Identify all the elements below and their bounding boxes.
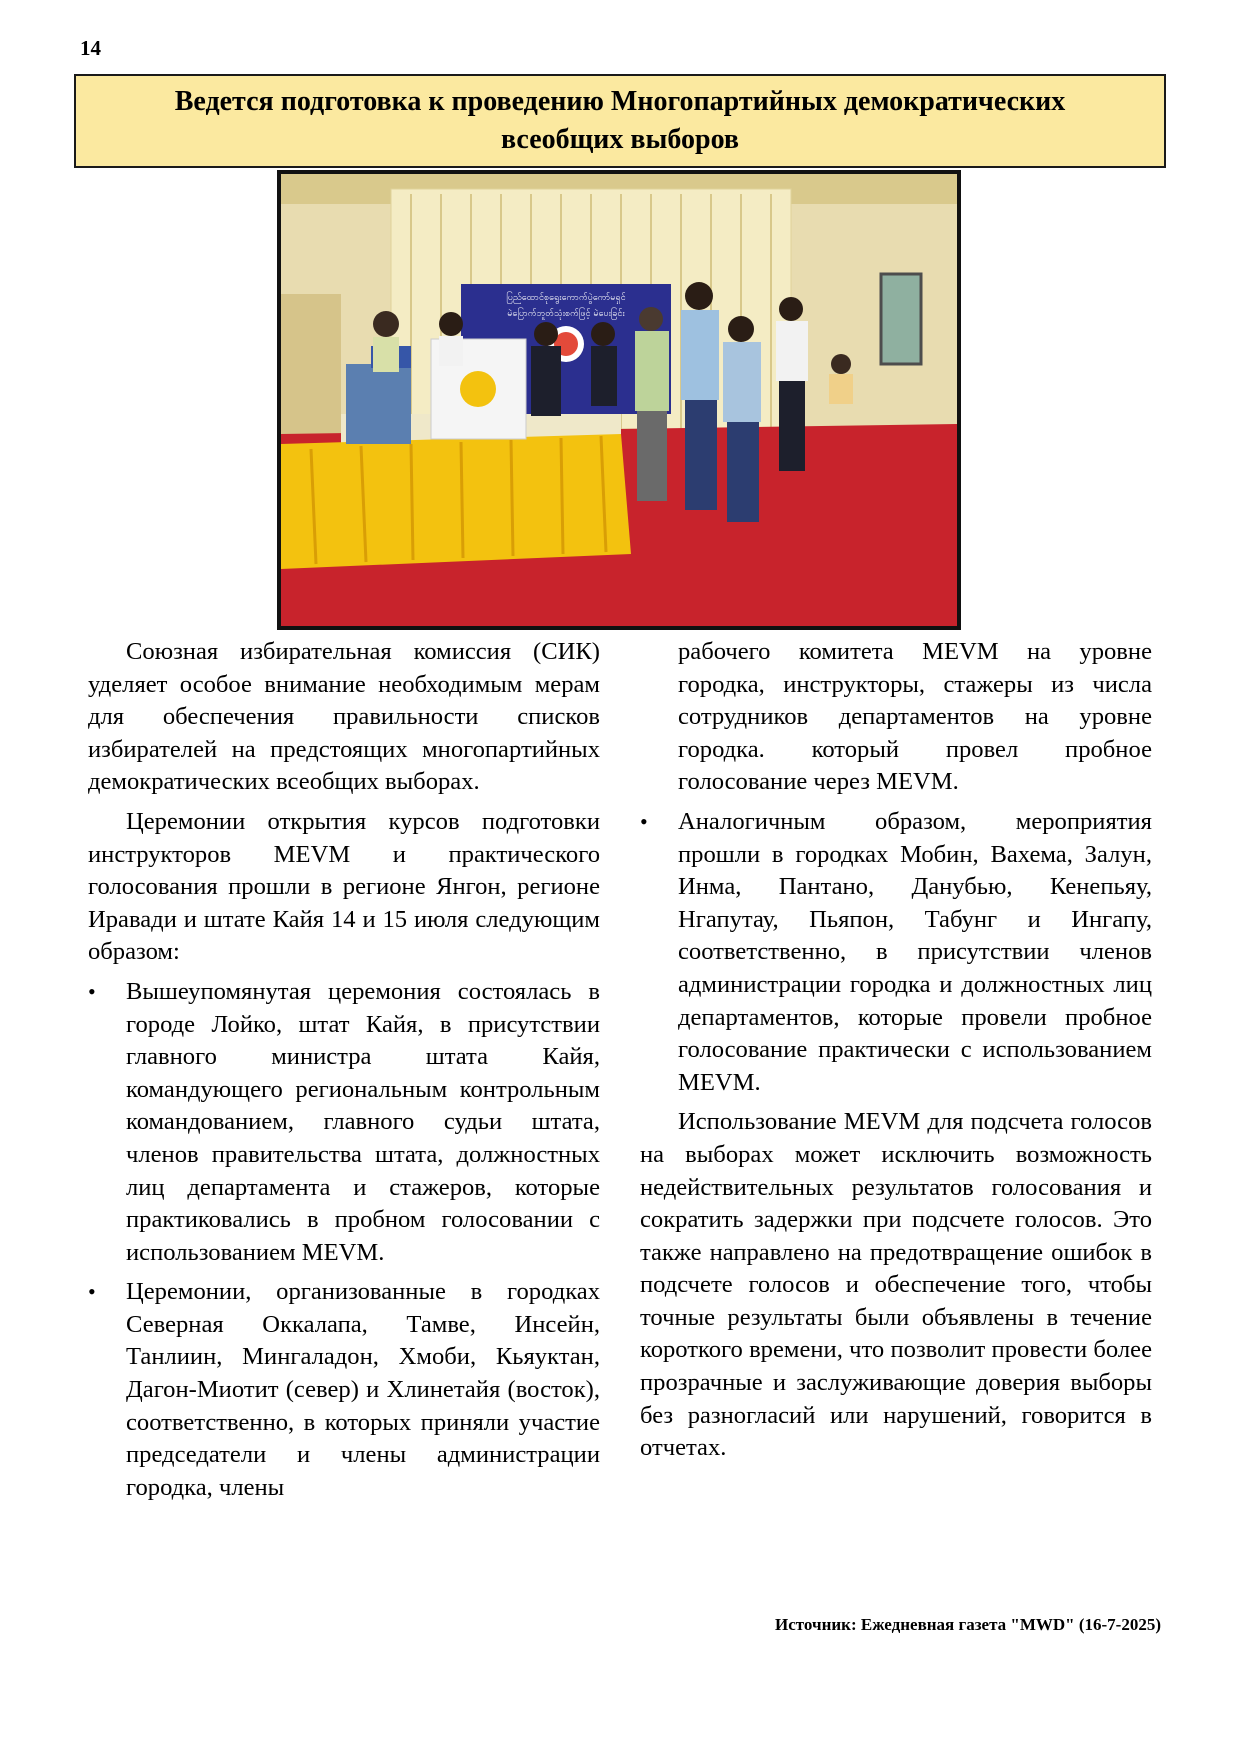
right-column <box>640 636 1152 1472</box>
bullet-text-2: Церемонии, организованные в городках Северная Оккалапа, Тамве, Инсейн, Танлиин, Мингаладон, Хмоби, Кьяуктан, Дагон-Миотит (север) и Хлинетайя (восток), соответственно, в которых приняли участие председатели и члены администрации городка, члены <box>126 1278 600 1501</box>
source-credit: Источник: Ежедневная газета "MWD" (16-7-2025) <box>775 1615 1161 1634</box>
bullet-item-3 <box>640 806 1152 1099</box>
bullet-dot: • <box>88 1279 96 1305</box>
paragraph-2: Церемонии открытия курсов подготовки инструкторов MEVM и практического голосования прошли в регионе Янгон, регионе Иравади и штате Кайя 14 и 15 июля следующим образом: <box>88 807 600 966</box>
bullet-text-3: Аналогичным образом, мероприятия прошли в городках Мобин, Вахема, Залун, Инма, Пантано, Данубью, Кенепьяу, Нгапутау, Пьяпон, Табунг и Ингапу, соответственно, в присутствии членов администрации городка и должностных лиц департаментов, которые провели пробное голосование практически с использованием MEVM. <box>678 807 1152 1096</box>
bullet-dot: • <box>88 978 96 1004</box>
page-title: Ведется подготовка к проведению Многопартийных демократических всеобщих выборов <box>174 86 1066 155</box>
event-photo <box>277 170 961 630</box>
paragraph-3: Использование MEVM для подсчета голосов на выборах может исключить возможность недействительных результатов голосования и сократить задержки при подсчете голосов. Это также направлено на предотвращение ошибок в подсчете голосов и обеспечение того, чтобы точные результаты были объявлены в течение короткого времени, что позволит провести более прозрачные и заслуживающие доверия выборы без разногласий или нарушений, говорится в отчетах. <box>640 1108 1152 1462</box>
bullet-dot: • <box>640 808 648 834</box>
left-column <box>88 636 600 1511</box>
bullet-text-1: Вышеупомянутая церемония состоялась в городе Лойко, штат Кайя, в присутствии главного министра штата Кайя, командующего региональным контрольным командованием, главного судьи штата, членов правительства штата, должностных лиц департамента и стажеров, которые практиковались в пробном голосовании с использованием MEVM. <box>126 977 600 1266</box>
bullet-item-2 <box>88 1276 600 1504</box>
banner-text-1: ပြည်ထောင်စုရွေးကောက်ပွဲကော်မရှင် <box>506 293 626 303</box>
banner-text-2: မဲပြောက်ဘူတ်သုံးစက်ဖြင့် မဲပေးခြင်း <box>507 309 625 319</box>
bullet-item-1 <box>88 976 600 1269</box>
page-number: 14 <box>80 36 101 60</box>
paragraph-1: Союзная избирательная комиссия (СИК) уделяет особое внимание необходимым мерам для обеспечения правильности списков избирателей на предстоящих многопартийных демократических всеобщих выборах. <box>88 638 600 796</box>
bullet-item-2-continued: рабочего комитета MEVM на уровне городка, инструкторы, стажеры из числа сотрудников департаментов на уровне городка. который провел пробное голосование через MEVM. <box>678 638 1152 796</box>
title-box <box>74 74 1166 168</box>
